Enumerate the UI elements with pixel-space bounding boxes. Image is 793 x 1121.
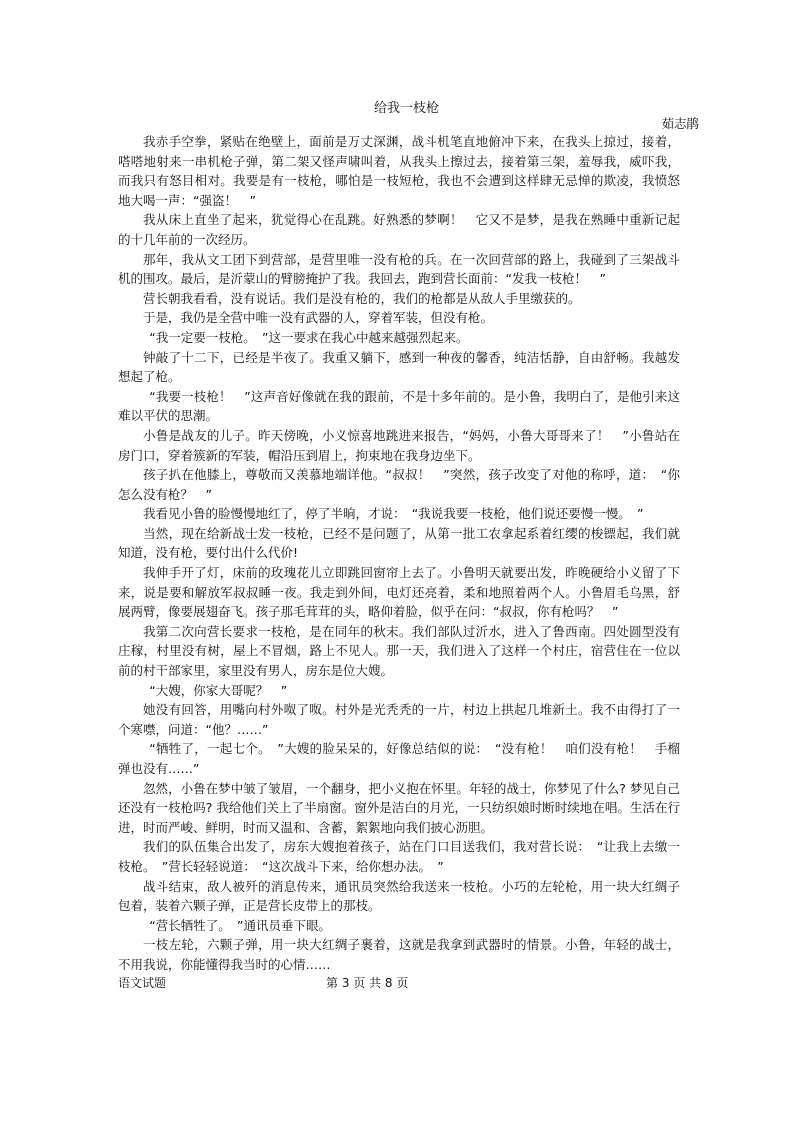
article-body: [118, 132, 680, 975]
paragraph: 当然，现在给新战士发一枝枪，已经不是问题了，从第一批工农拿起系着红缨的梭镖起，我们就知道，没有枪，要付出什么代价!: [118, 525, 680, 561]
paragraph: “营长牺牲了。 ”通讯员垂下眼。: [149, 917, 331, 933]
footer-page-number: 第 3 页 共 8 页: [326, 976, 409, 990]
paragraph: “大嫂，你家大哥呢？ ”: [149, 682, 288, 698]
paragraph: 我看见小鲁的脸慢慢地红了，停了半晌，才说： “我说我要一枝枪，他们说还要慢一慢。 ”: [143, 506, 644, 522]
paragraph: 一枝左轮，六颗子弹，用一块大红绸子裹着，这就是我拿到武器时的情景。小鲁，年轻的战士，不用我说，你能懂得我当时的心情……: [118, 937, 680, 972]
paragraph: 我们的队伍集合出发了，房东大嫂抱着孩子，站在门口目送我们，我对营长说： “让我上去缴一枝枪。 ”营长轻轻说道： “这次战斗下来，给你想办法。 ”: [118, 839, 680, 874]
paragraph: 那年，我从文工团下到营部，是营里唯一没有枪的兵。在一次回营部的路上，我碰到了三架战斗机的围攻。最后，是沂蒙山的臂膀掩护了我。我回去，跑到营长面前：“发我一枝枪！ ”: [118, 251, 680, 287]
paragraph: 我第二次向营长要求一枝枪，是在同年的秋末。我们部队过沂水，进入了鲁西南。四处圆型没有庄稼，村里没有树，屋上不冒烟，路上不见人。那一天，我们进入了这样一个村庄，宿营住在一位以前的村干部家里，家里没有男人，房东是位大嫂。: [118, 623, 680, 679]
footer-subject: 语文试题: [118, 976, 167, 990]
article-author: 茹志鹃: [661, 116, 699, 131]
paragraph: 我从床上直坐了起来，犹觉得心在乱跳。好熟悉的梦啊！ 它又不是梦，是我在熟睡中重新记起的十几年前的一次经历。: [118, 212, 680, 247]
paragraph: 孩子扒在他膝上，尊敬而又羡慕地端详他。“叔叔！ ”突然，孩子改变了对他的称呼，道： “你怎么没有枪？ ”: [118, 467, 680, 502]
paragraph: 我赤手空拳，紧贴在绝壁上，面前是万丈深渊，战斗机笔直地俯冲下来，在我头上掠过，接着，嗒嗒地射来一串机枪子弹，第二架又怪声啸叫着，从我头上擦过去，接着第三架，羞辱我，威吓我，而我只有怒目相对。我要是有一枝枪，哪怕是一枝短枪，我也不会遭到这样肆无忌惮的欺凌，我愤怒地大喝一声：“强盗！ ”: [118, 134, 680, 208]
paragraph: “我要一枝枪！ ”这声音好像就在我的跟前，不是十多年前的。是小鲁，我明白了，是他引来这难以平伏的思潮。: [118, 388, 680, 424]
paragraph: “牺牲了，一起七个。 ”大嫂的脸呆呆的，好像总结似的说： “没有枪！ 咱们没有枪！ 手榴弹也没有……”: [118, 741, 680, 776]
paragraph: 我伸手开了灯，床前的玫瑰花儿立即跳回窗帘上去了。小鲁明天就要出发，昨晚硬给小义留了下来，说是要和解放军叔叔睡一夜。我走到外间，电灯还亮着，柔和地照着两个人。小鲁眉毛乌黑，舒展两臂，像要展翅奋飞。孩子那毛茸茸的头，略仰着脸，似乎在问：“叔叔，你有枪吗？ ”: [118, 565, 680, 620]
paragraph: “我一定要一枝枪。 ”这一要求在我心中越来越强烈起来。: [149, 329, 469, 345]
paragraph: 战斗结束，敌人被歼的消息传来，通讯员突然给我送来一枝枪。小巧的左轮枪，用一块大红绸子包着，装着六颗子弹，正是营长皮带上的那枝。: [118, 878, 680, 914]
paragraph: 小鲁是战友的儿子。昨天傍晚，小义惊喜地跳进来报告，“妈妈，小鲁大哥哥来了！ ”小鲁站在房门口，穿着簇新的军装，帽沿压到眉上，拘束地在我身边坐下。: [118, 427, 680, 463]
paragraph: 钟敲了十二下，已经是半夜了。我重又躺下，感到一种夜的馨香，纯洁恬静，自由舒畅。我越发想起了枪。: [118, 349, 680, 385]
paragraph: 忽然，小鲁在梦中皱了皱眉，一个翻身，把小义抱在怀里。年轻的战士，你梦见了什么? 梦见自己还没有一枝枪吗? 我给他们关上了半扇窗。窗外是洁白的月光，一只纺织娘时断时续地在唱。生活在行进，时而严峻、鲜明，时而又温和、含蓄，絮絮地向我们披心沥胆。: [118, 780, 680, 835]
paragraph: 她没有回答，用嘴向村外呶了呶。村外是光秃秃的一片，村边上拱起几堆新土。我不由得打了一个寒噤，问道：“他？……”: [118, 702, 680, 737]
article-title: 给我一枝枪: [373, 101, 439, 116]
paragraph: 于是，我仍是全营中唯一没有武器的人，穿着军装，但没有枪。: [143, 310, 494, 326]
paragraph: 营长朝我看看，没有说话。我们是没有枪的，我们的枪都是从敌人手里缴获的。: [143, 290, 581, 306]
